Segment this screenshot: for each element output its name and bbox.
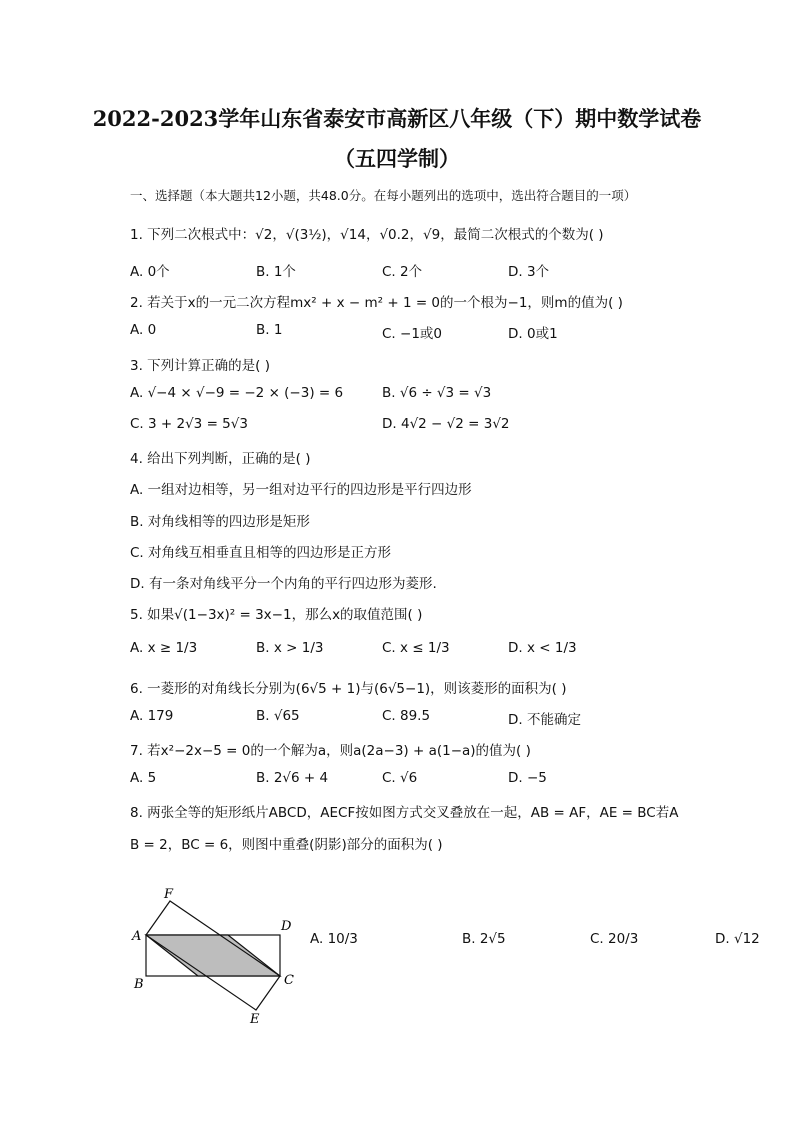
q6-option-c: C. 89.5 — [382, 708, 431, 724]
q8-option-d: D. √12 — [715, 931, 760, 947]
q5-option-c: C. x ≤ 1/3 — [382, 640, 450, 656]
question-6-stem: 6. 一菱形的对角线长分别为(6√5 + 1)与(6√5−1)，则该菱形的面积为( ) — [130, 681, 567, 697]
q5-option-a: A. x ≥ 1/3 — [130, 640, 198, 656]
q4-option-b: B. 对角线相等的四边形是矩形 — [130, 514, 310, 530]
q6-option-d: D. 不能确定 — [508, 712, 581, 728]
label-f: F — [164, 887, 174, 902]
label-e: E — [250, 1012, 260, 1027]
q2-option-a: A. 0 — [130, 322, 157, 338]
paper-title: 2022-2023学年山东省泰安市高新区八年级（下）期中数学试卷 — [92, 106, 702, 131]
question-4-stem: 4. 给出下列判断，正确的是( ) — [130, 451, 311, 467]
q3-option-d: D. 4√2 − √2 = 3√2 — [382, 416, 510, 432]
q7-option-b: B. 2√6 + 4 — [256, 770, 329, 786]
q2-option-d: D. 0或1 — [508, 326, 558, 342]
question-1-stem: 1. 下列二次根式中：√2，√(3½)，√14，√0.2，√9，最简二次根式的个数为( ) — [130, 227, 604, 243]
q7-option-d: D. −5 — [508, 770, 547, 786]
question-7-stem: 7. 若x²−2x−5 = 0的一个解为a，则a(2a−3) + a(1−a)的值为( ) — [130, 743, 531, 759]
q7-option-c: C. √6 — [382, 770, 418, 786]
shaded-overlap-region — [146, 935, 280, 976]
q5-option-d: D. x < 1/3 — [508, 640, 577, 656]
q7-option-a: A. 5 — [130, 770, 157, 786]
question-8-stem: 8. 两张全等的矩形纸片ABCD，AECF按如图方式交叉叠放在一起，AB = AF，AE = BC若A — [130, 805, 679, 821]
q6-option-b: B. √65 — [256, 708, 300, 724]
q1-option-c: C. 2个 — [382, 264, 423, 280]
q4-option-a: A. 一组对边相等，另一组对边平行的四边形是平行四边形 — [130, 482, 472, 498]
q5-option-b: B. x > 1/3 — [256, 640, 324, 656]
q6-option-a: A. 179 — [130, 708, 174, 724]
q3-option-c: C. 3 + 2√3 = 5√3 — [130, 416, 248, 432]
label-c: C — [284, 973, 294, 988]
q8-option-a: A. 10/3 — [310, 931, 358, 947]
question-2-stem: 2. 若关于x的一元二次方程mx² + x − m² + 1 = 0的一个根为−1，则m的值为( ) — [130, 295, 623, 311]
q1-option-d: D. 3个 — [508, 264, 550, 280]
q1-option-a: A. 0个 — [130, 264, 170, 280]
q4-option-d: D. 有一条对角线平分一个内角的平行四边形为菱形. — [130, 576, 437, 592]
section-heading: 一、选择题（本大题共12小题，共48.0分。在每小题列出的选项中，选出符合题目的一项） — [130, 188, 637, 203]
q1-option-b: B. 1个 — [256, 264, 296, 280]
question-3-stem: 3. 下列计算正确的是( ) — [130, 358, 270, 374]
q4-option-c: C. 对角线互相垂直且相等的四边形是正方形 — [130, 545, 392, 561]
paper-subtitle: （五四学制） — [334, 146, 460, 171]
q8-option-b: B. 2√5 — [462, 931, 506, 947]
q8-option-c: C. 20/3 — [590, 931, 639, 947]
label-a: A — [132, 929, 142, 944]
label-d: D — [281, 919, 292, 934]
label-b: B — [134, 977, 144, 992]
q2-option-b: B. 1 — [256, 322, 283, 338]
q2-option-c: C. −1或0 — [382, 326, 442, 342]
question-8-stem-continued: B = 2，BC = 6，则图中重叠(阴影)部分的面积为( ) — [130, 837, 443, 853]
q3-option-b: B. √6 ÷ √3 = √3 — [382, 385, 492, 401]
q3-option-a: A. √−4 × √−9 = −2 × (−3) = 6 — [130, 385, 344, 401]
overlapping-rectangles-figure — [128, 884, 303, 1029]
question-5-stem: 5. 如果√(1−3x)² = 3x−1，那么x的取值范围( ) — [130, 607, 423, 623]
